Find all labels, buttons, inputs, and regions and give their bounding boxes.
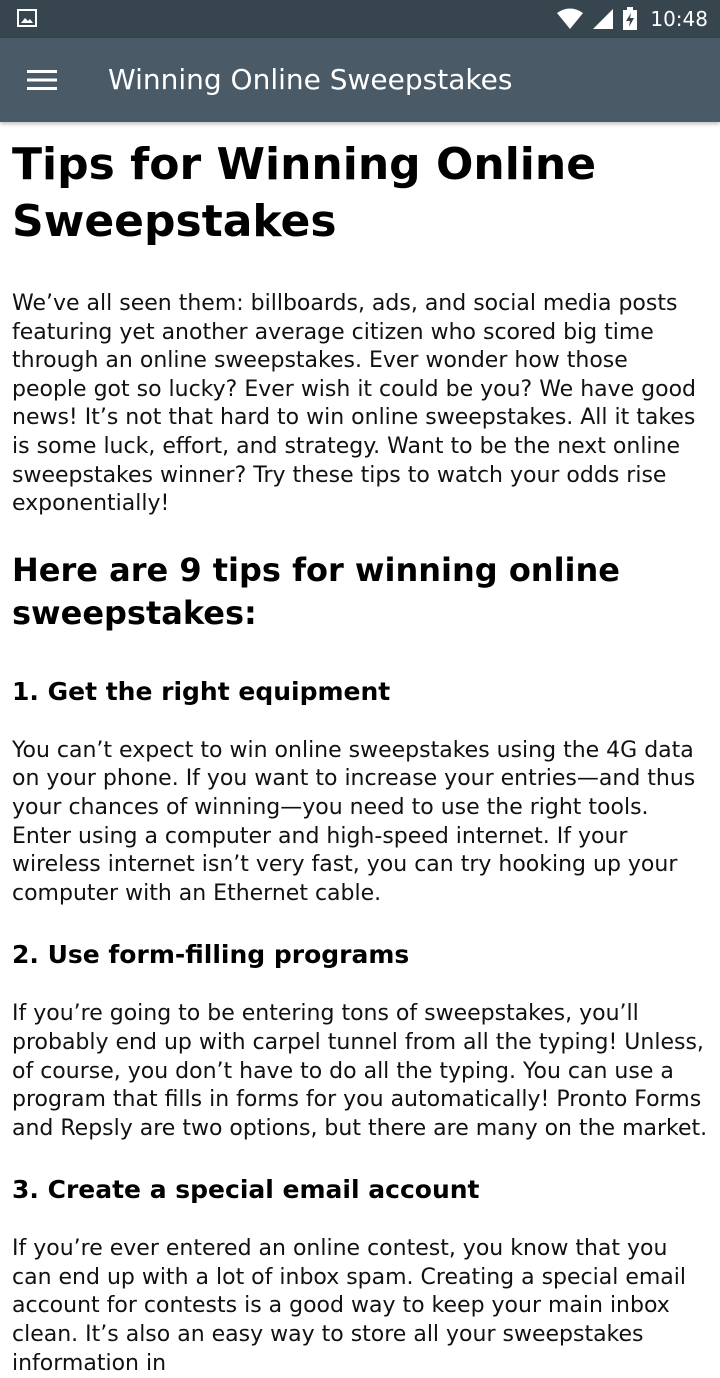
image-icon xyxy=(17,9,37,27)
hamburger-menu-icon xyxy=(27,69,57,91)
tip-heading: 3. Create a special email account xyxy=(12,1175,480,1205)
tip-heading: 1. Get the right equipment xyxy=(12,676,391,706)
article-intro: We’ve all seen them: billboards, ads, and social media posts featuring yet another average citizen who scored big time through an online sweepstakes. Ever wonder how those people got so lucky? Ever wish it could be you? We have good news! It’s not that hard to win online sweepstakes. All it takes is some luck, effort, and strategy. Want to be the next online sweepstakes winner? Try these tips to watch your odds rise exponentially! xyxy=(12,291,697,517)
article-content[interactable] xyxy=(0,122,720,1376)
clock: 10:48 xyxy=(650,7,708,31)
app-title: Winning Online Sweepstakes xyxy=(108,63,513,96)
app-bar xyxy=(0,38,720,122)
tip-text: If you’re going to be entering tons of sweepstakes, you’ll probably end up with carpel tunnel from all the typing! Unless, of course, you don’t have to do all the typing. You can use a program that fills in forms for you automatically! Pronto Forms and Repsly are two options, but there are many on the market. xyxy=(12,1001,708,1141)
tip-heading: 2. Use form-filling programs xyxy=(12,940,410,970)
menu-button[interactable] xyxy=(14,52,70,108)
status-bar xyxy=(0,0,720,38)
article-title: Tips for Winning Online Sweepstakes xyxy=(12,139,597,247)
battery-charging-icon xyxy=(622,7,638,31)
signal-icon xyxy=(592,8,614,30)
wifi-icon xyxy=(556,8,584,30)
tip-text: If you’re ever entered an online contest, you know that you can end up with a lot of inbox spam. Creating a special email account for contests is a good way to keep your main inbox clean. It’s also an easy way to store all your sweepstakes information in xyxy=(12,1236,687,1376)
status-icons xyxy=(556,0,708,38)
tips-subtitle: Here are 9 tips for winning online sweepstakes: xyxy=(12,550,620,632)
tip-text: You can’t expect to win online sweepstakes using the 4G data on your phone. If you want to increase your entries—and thus your chances of winning—you need to use the right tools. Enter using a computer and high-speed internet. If your wireless internet isn’t very fast, you can try hooking up your computer with an Ethernet cable. xyxy=(12,737,696,906)
